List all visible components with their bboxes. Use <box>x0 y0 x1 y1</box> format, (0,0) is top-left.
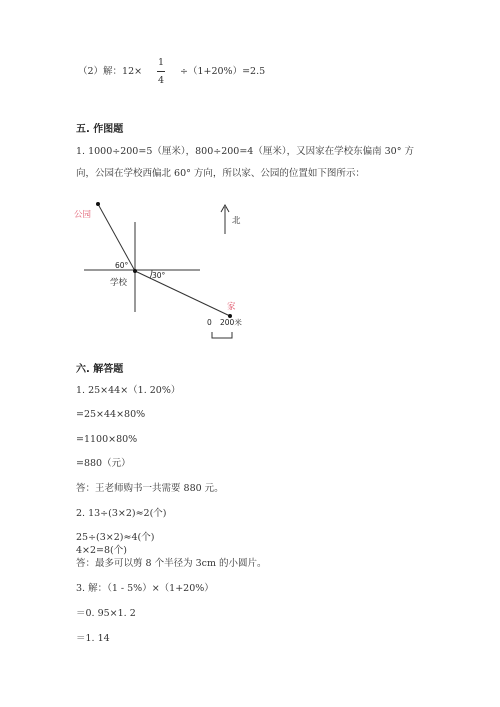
drawing-text-line1: 1. 1000÷200=5（厘米），800÷200=4（厘米），又因家在学校东偏南 30° 方 <box>76 146 414 157</box>
school-point <box>133 269 137 273</box>
q1-answer: 答：王老师购书一共需要 880 元。 <box>76 483 224 494</box>
q1-line-4: =880（元） <box>76 458 131 469</box>
fraction-numerator: 1 <box>157 57 165 68</box>
home-label: 家 <box>227 302 236 312</box>
drawing-text-line2: 向，公园在学校西偏北 60° 方向，所以家、公园的位置如下图所示： <box>76 168 365 179</box>
q1-line-2: =25×44×80% <box>76 409 146 420</box>
q3-line-3: ＝1. 14 <box>76 633 110 644</box>
q2-prefix: （2）解：12× <box>78 66 143 77</box>
park-point <box>96 202 100 206</box>
section-heading-answers: 六. 解答题 <box>76 364 124 375</box>
park-label: 公园 <box>74 210 92 220</box>
q2-line-3: 4×2=8(个) <box>76 545 127 556</box>
scale-distance-label: 200米 <box>220 318 242 327</box>
q2-line-1: 2. 13÷(3×2)≈2(个) <box>76 508 167 519</box>
q3-line-1: 3. 解：（1 - 5%）×（1+20%） <box>76 583 214 594</box>
section-heading-drawing: 五. 作图题 <box>76 124 124 135</box>
angle-60-label: 60° <box>115 261 129 270</box>
fraction-denominator: 4 <box>157 75 165 86</box>
home-direction-line <box>135 271 230 316</box>
q2-answer: 答：最多可以剪 8 个半径为 3cm 的小圆片。 <box>76 558 267 569</box>
q1-line-1: 1. 25×44×（1. 20%） <box>76 385 181 396</box>
north-label: 北 <box>232 216 241 226</box>
angle-30-label: 30° <box>152 271 166 280</box>
q2-suffix: ÷（1+20%）=2.5 <box>180 66 266 77</box>
school-label: 学校 <box>110 278 128 288</box>
q1-line-3: =1100×80% <box>76 434 138 445</box>
q3-line-2: ＝0. 95×1. 2 <box>76 608 136 619</box>
q2-line-2: 25÷(3×2)≈4(个) <box>76 532 155 543</box>
scale-zero-label: 0 <box>207 318 212 327</box>
scale-bar <box>212 332 232 338</box>
